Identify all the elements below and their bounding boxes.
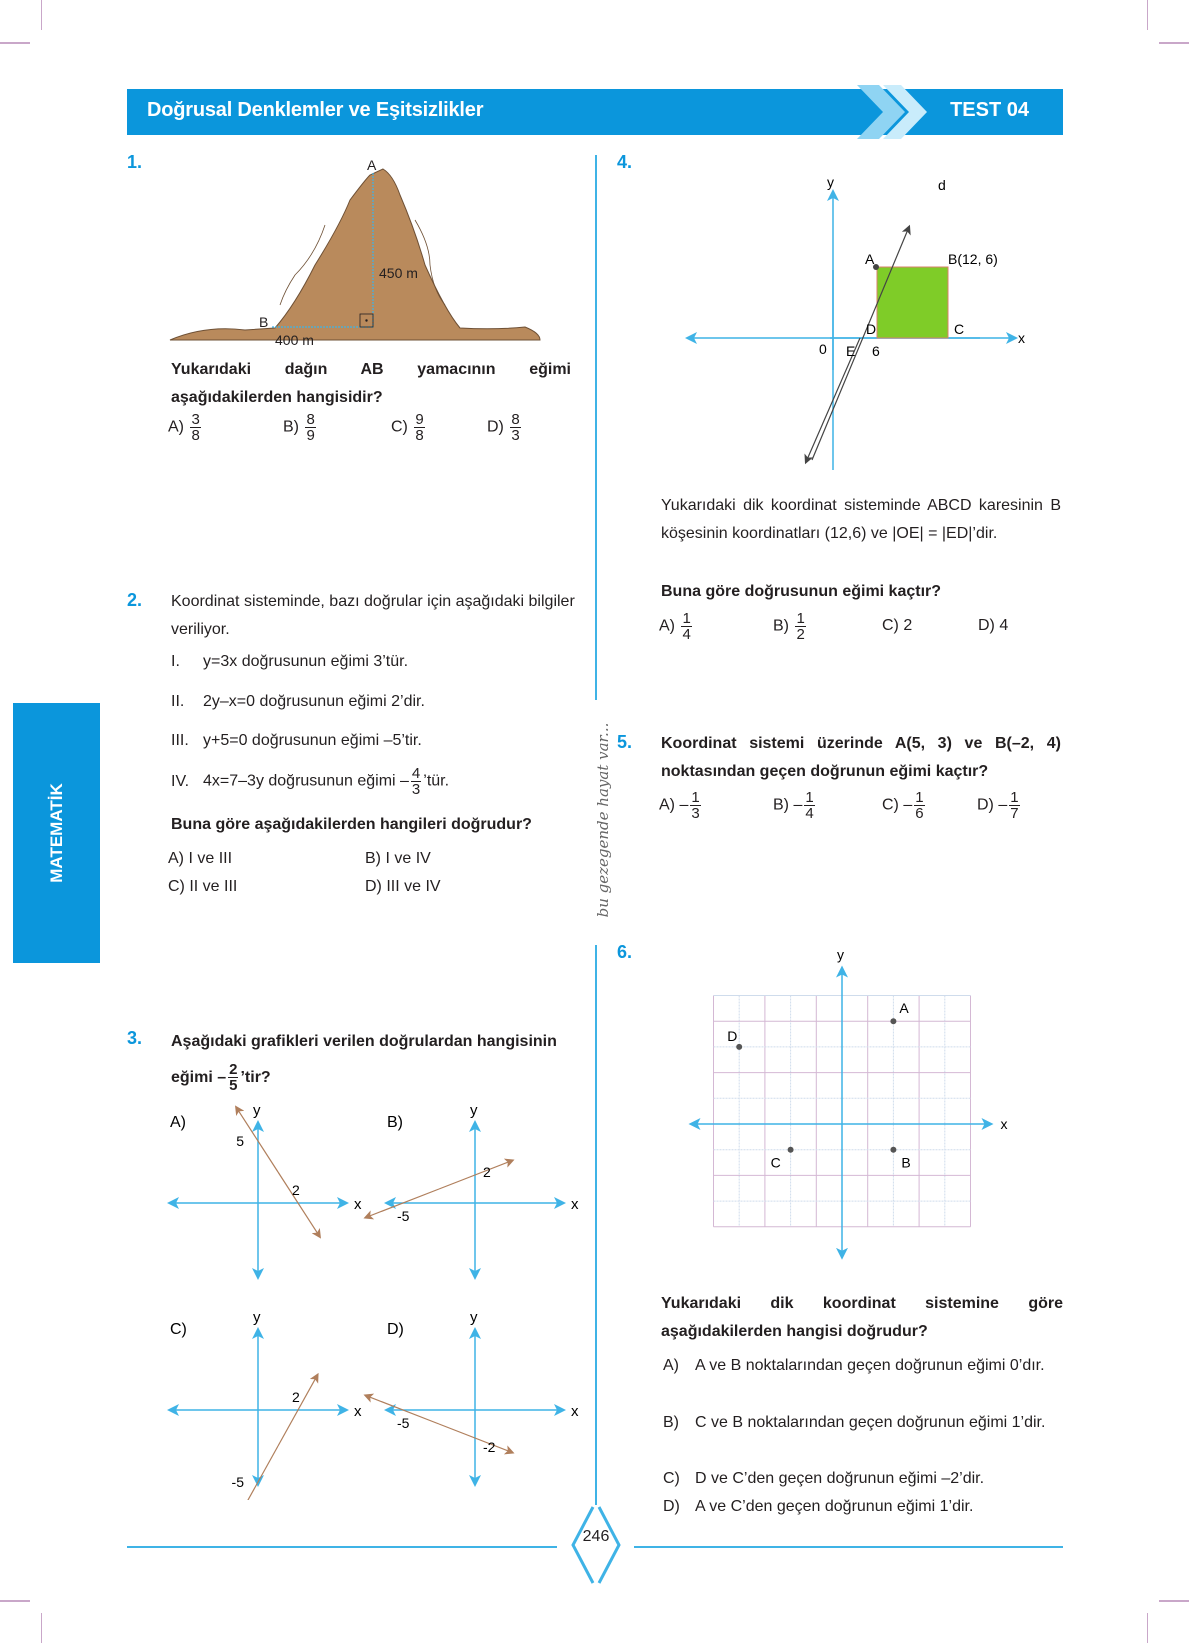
y-label: y xyxy=(253,1309,261,1326)
y-label: y xyxy=(837,946,844,963)
q6-grid-figure xyxy=(680,940,1020,1280)
point-label: D xyxy=(727,1027,738,1044)
page-number: 246 xyxy=(582,1528,610,1545)
x-label: x xyxy=(354,1196,362,1213)
y-intercept-label: -2 xyxy=(483,1439,496,1455)
svg-text:B(12, 6): B(12, 6) xyxy=(948,251,998,267)
crop-mark xyxy=(1159,42,1189,44)
statement: IV. 4x=7–3y doğrusunun eğimi – $\frac{4}{3}$ ’tür. xyxy=(171,765,450,798)
option[interactable]: C) – $\frac{1}{6}$ xyxy=(882,789,924,822)
x-intercept-label: -5 xyxy=(397,1415,410,1431)
y-label: y xyxy=(253,1102,261,1119)
svg-text:d: d xyxy=(938,177,946,193)
q4-figure xyxy=(680,170,1040,470)
x-label: x xyxy=(1000,1116,1008,1132)
x-label: x xyxy=(571,1403,579,1420)
chevron-decoration-icon xyxy=(857,85,947,139)
option-letter: B) xyxy=(387,1114,403,1131)
x-intercept-label: 2 xyxy=(292,1389,300,1405)
point-a xyxy=(890,1018,896,1024)
x-intercept-label: 2 xyxy=(292,1182,300,1198)
crop-mark xyxy=(0,42,30,44)
watermark: bu gezegende hayat var... xyxy=(594,722,612,918)
option[interactable]: A) $\frac{1}{4}$ xyxy=(659,610,691,643)
y-label: y xyxy=(470,1102,478,1119)
option[interactable]: B) I ve IV xyxy=(365,850,431,867)
question-text: Yukarıdaki dik koordinat sistemine göre aşağıdakilerden hangisi doğrudur? xyxy=(661,1295,1063,1340)
base-label: 400 m xyxy=(275,332,314,348)
point-label: B xyxy=(901,1154,911,1171)
footer-rule xyxy=(127,1546,557,1548)
statement: I. y=3x doğrusunun eğimi 3’tür. xyxy=(171,653,409,670)
crop-mark xyxy=(1147,0,1148,30)
statement: II. 2y–x=0 doğrusunun eğimi 2’dir. xyxy=(171,693,425,710)
y-intercept-label: 5 xyxy=(236,1133,244,1149)
option[interactable]: B) $\frac{8}{9}$ xyxy=(283,411,315,444)
subject-tab xyxy=(13,703,100,963)
option[interactable]: D) A ve C’den geçen doğrunun eğimi 1’dir. xyxy=(663,1498,974,1515)
option-letter: C) xyxy=(170,1321,187,1338)
column-divider xyxy=(595,155,597,700)
option[interactable]: A) – $\frac{1}{3}$ xyxy=(659,789,700,822)
graph-option-b xyxy=(366,1102,579,1277)
svg-text:0: 0 xyxy=(819,341,827,357)
question-text: Yukarıdaki dik koordinat sisteminde ABCD karesinin B köşesinin koordinatları (12,6) ve |OE| = |ED|’dir. xyxy=(661,497,1061,542)
svg-text:D: D xyxy=(866,321,877,337)
question-text: Yukarıdaki dağın AB yamacının eğimi aşağıdakilerden hangisidir? xyxy=(171,361,571,406)
y-label: y xyxy=(470,1309,478,1326)
option[interactable]: C) II ve III xyxy=(168,878,238,895)
question-number: 4. xyxy=(617,152,633,172)
x-label: x xyxy=(354,1403,362,1420)
question-number: 3. xyxy=(127,1028,143,1048)
option[interactable]: D) – $\frac{1}{7}$ xyxy=(977,789,1019,822)
option[interactable]: C) 2 xyxy=(882,617,913,634)
svg-text:y: y xyxy=(827,174,834,190)
question-number: 6. xyxy=(617,942,633,962)
question-number: 5. xyxy=(617,732,633,752)
subject-label: MATEMATİK xyxy=(46,783,66,883)
chapter-title: Doğrusal Denklemler ve Eşitsizlikler xyxy=(147,99,484,121)
option[interactable]: A) I ve III xyxy=(168,850,233,867)
label-a: A xyxy=(367,157,377,173)
x-intercept-label: -5 xyxy=(397,1208,410,1224)
option[interactable]: C) $\frac{9}{8}$ xyxy=(391,411,424,444)
column-divider xyxy=(595,945,597,1505)
y-intercept-label: -5 xyxy=(231,1474,244,1490)
option[interactable]: B) $\frac{1}{2}$ xyxy=(773,610,805,643)
crop-mark xyxy=(0,1600,30,1602)
y-intercept-label: 2 xyxy=(483,1164,491,1180)
crop-mark xyxy=(41,1613,42,1643)
point-label: A xyxy=(899,1000,909,1017)
option-letter: A) xyxy=(170,1114,186,1131)
question-number: 2. xyxy=(127,590,143,610)
point-c xyxy=(788,1147,794,1153)
question-intro: Koordinat sisteminde, bazı doğrular için aşağıdaki bilgiler veriliyor. xyxy=(171,593,575,638)
svg-text:6: 6 xyxy=(872,343,880,359)
option[interactable]: B) – $\frac{1}{4}$ xyxy=(773,789,814,822)
point-d xyxy=(736,1044,742,1050)
q3-graphs xyxy=(160,1100,580,1500)
question-text: Buna göre aşağıdakilerden hangileri doğrudur? xyxy=(171,816,532,833)
option[interactable]: A) A ve B noktalarından geçen doğrunun eğimi 0’dır. xyxy=(663,1357,1045,1374)
graph-option-a xyxy=(170,1102,362,1277)
test-label: TEST 04 xyxy=(950,99,1029,121)
svg-text:A: A xyxy=(865,251,875,267)
label-b: B xyxy=(259,314,269,330)
option[interactable]: D) III ve IV xyxy=(365,878,441,895)
crop-mark xyxy=(41,0,42,30)
question-text: Aşağıdaki grafikleri verilen doğrulardan hangisinin eğimi – $\frac{2}{5}$ ’tir? xyxy=(171,1033,557,1095)
svg-text:E: E xyxy=(846,343,856,359)
svg-text:C: C xyxy=(954,321,965,337)
graph-option-c xyxy=(170,1309,362,1500)
graph-option-d xyxy=(366,1309,579,1484)
question-number: 1. xyxy=(127,152,143,172)
question-text: Buna göre doğrusunun eğimi kaçtır? xyxy=(661,583,942,600)
option[interactable]: C) D ve C’den geçen doğrunun eğimi –2’dir. xyxy=(663,1470,985,1487)
point-b xyxy=(890,1147,896,1153)
option[interactable]: D) 4 xyxy=(978,617,1009,634)
svg-text:x: x xyxy=(1018,330,1025,346)
question-text: Koordinat sistemi üzerinde A(5, 3) ve B(–2, 4) noktasından geçen doğrunun eğimi kaçtır? xyxy=(661,735,1061,780)
option[interactable]: D) $\frac{8}{3}$ xyxy=(487,411,520,444)
height-label: 450 m xyxy=(379,265,418,281)
crop-mark xyxy=(1147,1613,1148,1643)
point-label: C xyxy=(770,1154,781,1171)
mountain-figure xyxy=(165,155,545,355)
footer-rule xyxy=(634,1546,1063,1548)
crop-mark xyxy=(1159,1600,1189,1602)
option[interactable]: A) $\frac{3}{8}$ xyxy=(168,411,200,444)
page-header xyxy=(127,89,1063,135)
statement: III. y+5=0 doğrusunun eğimi –5’tir. xyxy=(171,732,422,749)
option-letter: D) xyxy=(387,1321,404,1338)
option[interactable]: B) C ve B noktalarından geçen doğrunun eğimi 1’dir. xyxy=(663,1414,1046,1431)
x-label: x xyxy=(571,1196,579,1213)
